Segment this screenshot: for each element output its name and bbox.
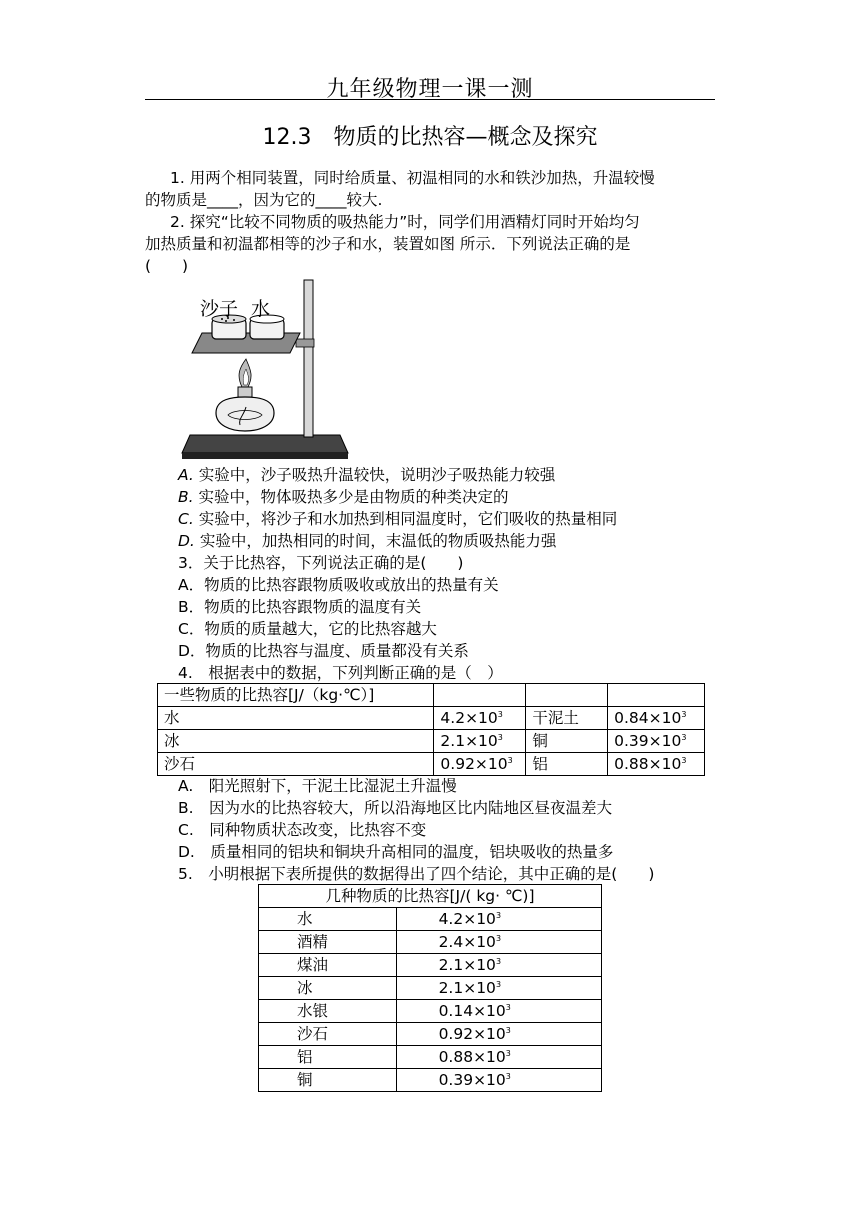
q2-option-d: D. 实验中，加热相同的时间，末温低的物质吸热能力强 xyxy=(178,532,557,550)
label-sand: 沙子 xyxy=(200,298,239,320)
table-row xyxy=(158,753,705,776)
table-row xyxy=(259,908,602,931)
table-cell: $2.1\times 10^3$ xyxy=(396,977,601,1000)
table-row xyxy=(259,954,602,977)
table-cell: $0.84\times 10^3$ xyxy=(608,707,705,730)
q3-option-a: A．物质的比热容跟物质吸收或放出的热量有关 xyxy=(178,576,499,594)
table-row xyxy=(158,730,705,753)
table-cell: $0.14\times 10^3$ xyxy=(396,1000,601,1023)
table-row xyxy=(259,931,602,954)
q1-line1: 1. 用两个相同装置，同时给质量、初温相同的水和铁沙加热，升温较慢 xyxy=(170,169,655,187)
table-row xyxy=(259,1069,602,1092)
header-rule xyxy=(145,99,715,100)
q2-option-b: B. 实验中，物体吸热多少是由物质的种类决定的 xyxy=(178,488,509,506)
table-cell: $0.39\times 10^3$ xyxy=(608,730,705,753)
q4-option-b: B. 因为水的比热容较大，所以沿海地区比内陆地区昼夜温差大 xyxy=(178,799,613,817)
q2-line3: ( ) xyxy=(145,257,189,275)
table-cell: 水银 xyxy=(259,1000,397,1023)
table-cell: $0.39\times 10^3$ xyxy=(396,1069,601,1092)
table-cell: 水 xyxy=(158,707,434,730)
table-cell: 冰 xyxy=(158,730,434,753)
table-row xyxy=(259,1023,602,1046)
q4-option-c: C. 同种物质状态改变，比热容不变 xyxy=(178,821,427,839)
table-cell: 干泥土 xyxy=(526,707,608,730)
table-row xyxy=(158,707,705,730)
table-header-row xyxy=(259,885,602,908)
q2-option-c: C. 实验中，将沙子和水加热到相同温度时，它们吸收的热量相同 xyxy=(178,510,618,528)
table-cell: $4.2\times 10^3$ xyxy=(396,908,601,931)
table-cell: 煤油 xyxy=(259,954,397,977)
table-row xyxy=(259,1000,602,1023)
table-cell: 铝 xyxy=(526,753,608,776)
table-row xyxy=(259,1046,602,1069)
table-cell: 冰 xyxy=(259,977,397,1000)
table-cell: $0.92\times 10^3$ xyxy=(396,1023,601,1046)
table-cell: 水 xyxy=(259,908,397,931)
q3-option-b: B．物质的比热容跟物质的温度有关 xyxy=(178,598,422,616)
q3-option-d: D．物质的比热容与温度、质量都没有关系 xyxy=(178,642,469,660)
q2-line1: 2. 探究“比较不同物质的吸热能力”时，同学们用酒精灯同时开始均匀 xyxy=(170,213,640,231)
table-cell: $2.1\times 10^3$ xyxy=(434,730,526,753)
table-row xyxy=(259,977,602,1000)
q4-stem: 4. 根据表中的数据，下列判断正确的是（ ） xyxy=(178,664,503,682)
table-cell: 沙石 xyxy=(158,753,434,776)
q3-stem: 3．关于比热容，下列说法正确的是( ) xyxy=(178,554,464,572)
lesson-title: 12.3 物质的比热容—概念及探究 xyxy=(262,125,598,150)
table-cell: 沙石 xyxy=(259,1023,397,1046)
q2-line2: 加热质量和初温都相等的沙子和水，装置如图 所示．下列说法正确的是 xyxy=(145,235,631,253)
table-header-row xyxy=(158,684,705,707)
table-cell: $0.88\times 10^3$ xyxy=(608,753,705,776)
q2-option-a: A. 实验中，沙子吸热升温较快，说明沙子吸热能力较强 xyxy=(178,466,556,484)
table-cell: 铜 xyxy=(259,1069,397,1092)
table-cell: 铜 xyxy=(526,730,608,753)
label-water: 水 xyxy=(251,298,271,320)
table-cell: $0.88\times 10^3$ xyxy=(396,1046,601,1069)
table-cell: 酒精 xyxy=(259,931,397,954)
q4-specific-heat-table xyxy=(157,683,705,776)
page-header: 九年级物理一课一测 xyxy=(326,77,534,102)
table-header: 一些物质的比热容[J/（kg·℃）] xyxy=(158,684,434,707)
q5-stem: 5. 小明根据下表所提供的数据得出了四个结论，其中正确的是( ) xyxy=(178,865,655,883)
table-cell: $2.4\times 10^3$ xyxy=(396,931,601,954)
table-cell: $4.2\times 10^3$ xyxy=(434,707,526,730)
table-header: 几种物质的比热容[J/( kg· ℃)] xyxy=(259,885,602,908)
q3-option-c: C．物质的质量越大，它的比热容越大 xyxy=(178,620,437,638)
table-cell: $0.92\times 10^3$ xyxy=(434,753,526,776)
table-cell: 铝 xyxy=(259,1046,397,1069)
q4-option-d: D. 质量相同的铝块和铜块升高相同的温度，铝块吸收的热量多 xyxy=(178,843,614,861)
q5-specific-heat-table xyxy=(258,884,602,1092)
q4-option-a: A. 阳光照射下，干泥土比湿泥土升温慢 xyxy=(178,777,457,795)
table-cell: $2.1\times 10^3$ xyxy=(396,954,601,977)
q1-line2: 的物质是____，因为它的____较大. xyxy=(145,191,383,209)
